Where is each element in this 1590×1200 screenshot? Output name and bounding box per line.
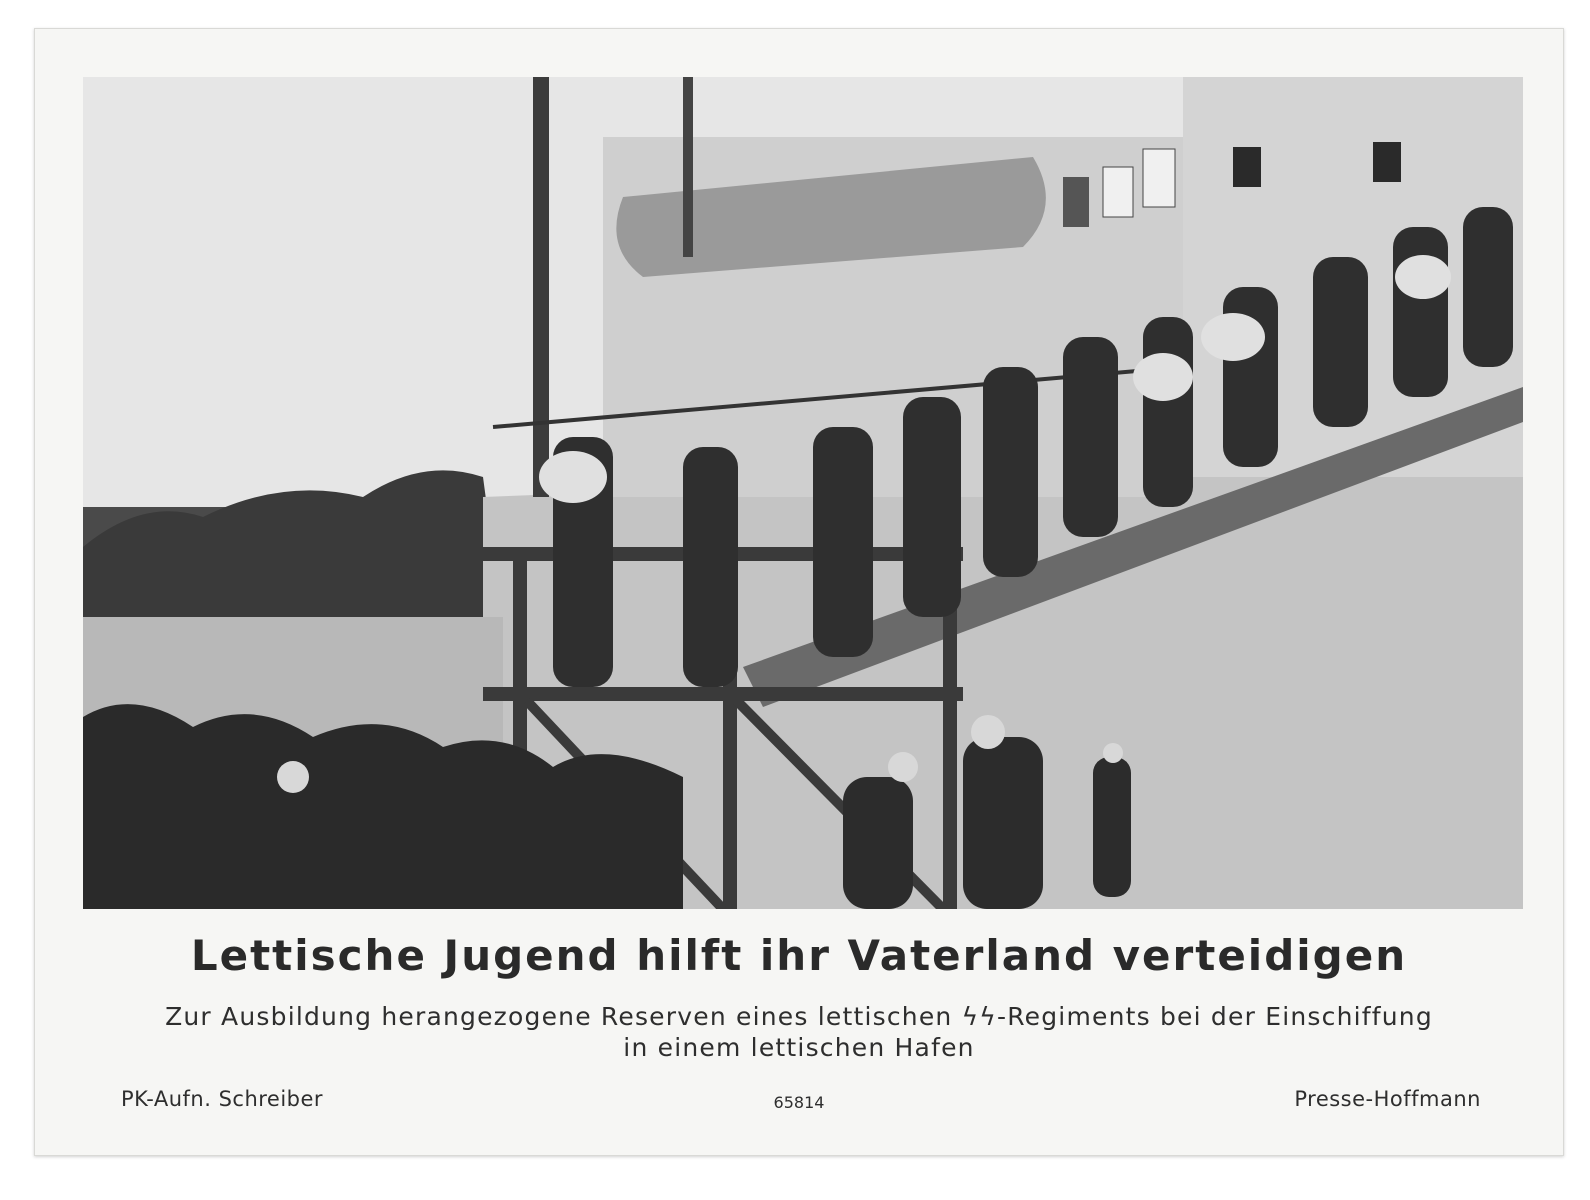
caption-line-1: Zur Ausbildung herangezogene Reserven eines lettischen ϟϟ-Regiments bei der Einschiffung — [165, 1002, 1433, 1031]
catalog-number: 65814 — [773, 1093, 825, 1112]
photographer-credit: PK-Aufn. Schreiber — [121, 1087, 324, 1111]
headline: Lettische Jugend hilft ihr Vaterland verteidigen — [190, 931, 1408, 980]
porthole — [1233, 147, 1261, 187]
window — [1063, 177, 1089, 227]
photo-card — [34, 28, 1564, 1156]
window — [1103, 167, 1133, 217]
caption-line-2: in einem lettischen Hafen — [623, 1033, 975, 1062]
caption — [95, 1001, 1503, 1063]
derrick — [683, 77, 693, 257]
platform — [483, 687, 963, 701]
agency-credit: Presse-Hoffmann — [1294, 1087, 1481, 1111]
photograph — [83, 77, 1523, 909]
porthole — [1373, 142, 1401, 182]
mast — [533, 77, 549, 497]
ship-boarding-photo — [83, 77, 1523, 909]
window — [1143, 149, 1175, 207]
